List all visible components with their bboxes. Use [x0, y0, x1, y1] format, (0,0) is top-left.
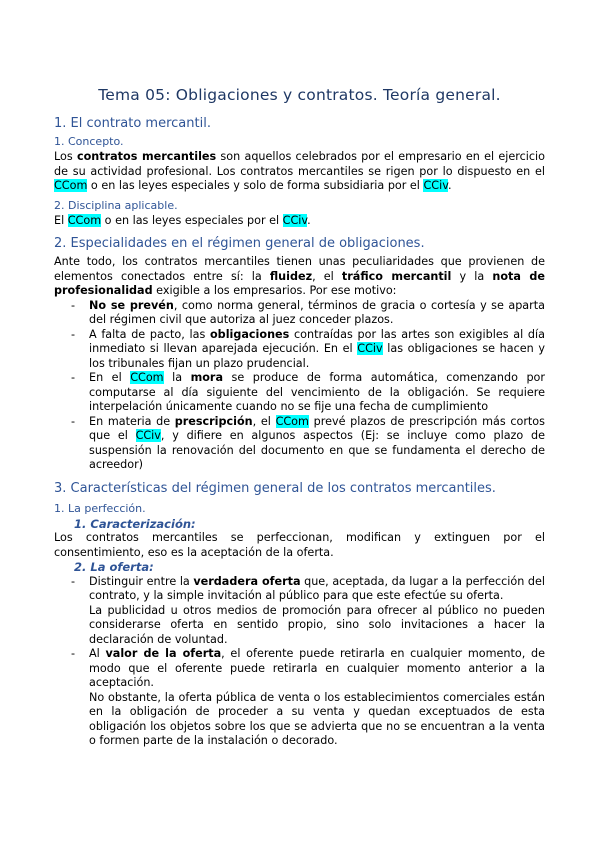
- list-item: - En materia de prescripción, el CCom prevé plazos de prescripción más cortos que el CCiv, y difiere en algunos aspectos (Ej: se incluye como plazo de suspensión la renovación del documento en que se fundamenta el derecho de acreedor): [71, 414, 545, 471]
- highlight-cciv: CCiv: [135, 429, 161, 442]
- heading-caracterizacion: 1. Caracterización:: [74, 516, 196, 531]
- paragraph-disciplina: El CCom o en las leyes especiales por el CCiv.: [54, 213, 311, 227]
- list-item: - No se prevén, como norma general, términos de gracia o cortesía y se aparta del régimen civil que autoriza al juez conceder plazos.: [71, 298, 545, 326]
- highlight-ccom: CCom: [54, 179, 88, 192]
- document-page: [54, 86, 545, 749]
- subsection-concepto: 1. Concepto.: [54, 135, 124, 148]
- page-title: Tema 05: Obligaciones y contratos. Teoría general.: [98, 86, 501, 104]
- highlight-cciv: CCiv: [423, 179, 448, 192]
- list-item: - A falta de pacto, las obligaciones contraídas por las artes son exigibles al día inmediato si llevan aparejada ejecución. En el CCiv las obligaciones se hacen y los tribunales fijan un plazo prudencial.: [71, 327, 545, 370]
- list-item: - En el CCom la mora se produce de forma automática, comenzando por computarse al día siguiente del vencimiento de la obligación. Se requiere interpelación únicamente cuando no se fije una fecha de cumplimiento: [71, 371, 545, 413]
- section-1-heading: 1. El contrato mercantil.: [54, 116, 211, 131]
- highlight-ccom: CCom: [67, 213, 102, 227]
- highlight-ccom: CCom: [130, 371, 164, 384]
- especialidades-list: [71, 299, 545, 473]
- highlight-ccom: CCom: [275, 414, 309, 428]
- subsection-perfeccion: 1. La perfección.: [54, 501, 146, 515]
- subsection-disciplina: 2. Disciplina aplicable.: [54, 198, 178, 212]
- section-2-heading: 2. Especialidades en el régimen general de obligaciones.: [54, 236, 425, 251]
- highlight-cciv: CCiv: [282, 213, 308, 227]
- oferta-list: [71, 575, 545, 749]
- section-3-heading: 3. Características del régimen general de los contratos mercantiles.: [54, 480, 496, 496]
- paragraph-especialidades: Ante todo, los contratos mercantiles tienen unas peculiaridades que provienen de elementos conectados entre sí: la fluidez, el tráfico mercantil y la nota de profesionalidad exigible a los empresarios. Por ese motivo:: [54, 255, 545, 297]
- heading-oferta: 2. La oferta:: [74, 560, 154, 574]
- list-item: - Distinguir entre la verdadera oferta que, aceptada, da lugar a la perfección del contrato, y la simple invitación al público para que este efectúe su oferta. La publicidad u otros medios de promoción para ofrecer al público no pueden considerarse oferta en sentido propio, sino solo invitaciones a hacer la declaración de voluntad.: [71, 574, 546, 646]
- highlight-cciv: CCiv: [357, 342, 383, 355]
- paragraph-caracterizacion: Los contratos mercantiles se perfeccionan, modifican y extinguen por el consentimiento, eso es la aceptación de la oferta.: [54, 531, 545, 559]
- paragraph-concepto: Los contratos mercantiles son aquellos celebrados por el empresario en el ejercicio de su actividad profesional. Los contratos mercantiles se rigen por lo dispuesto en el CCom o en las leyes especiales y solo de forma subsidiaria por el CCiv.: [54, 150, 545, 192]
- list-item: - Al valor de la oferta, el oferente puede retirarla en cualquier momento, de modo que el oferente puede retirarla en cualquier momento anterior a la aceptación. No obstante, la oferta pública de venta o los establecimientos comerciales están en la obligación de proceder a su venta y quedan exceptuados de esta obligación los objetos sobre los que se advierta que no se encuentran a la venta o formen parte de la instalación o decorado.: [71, 647, 545, 747]
